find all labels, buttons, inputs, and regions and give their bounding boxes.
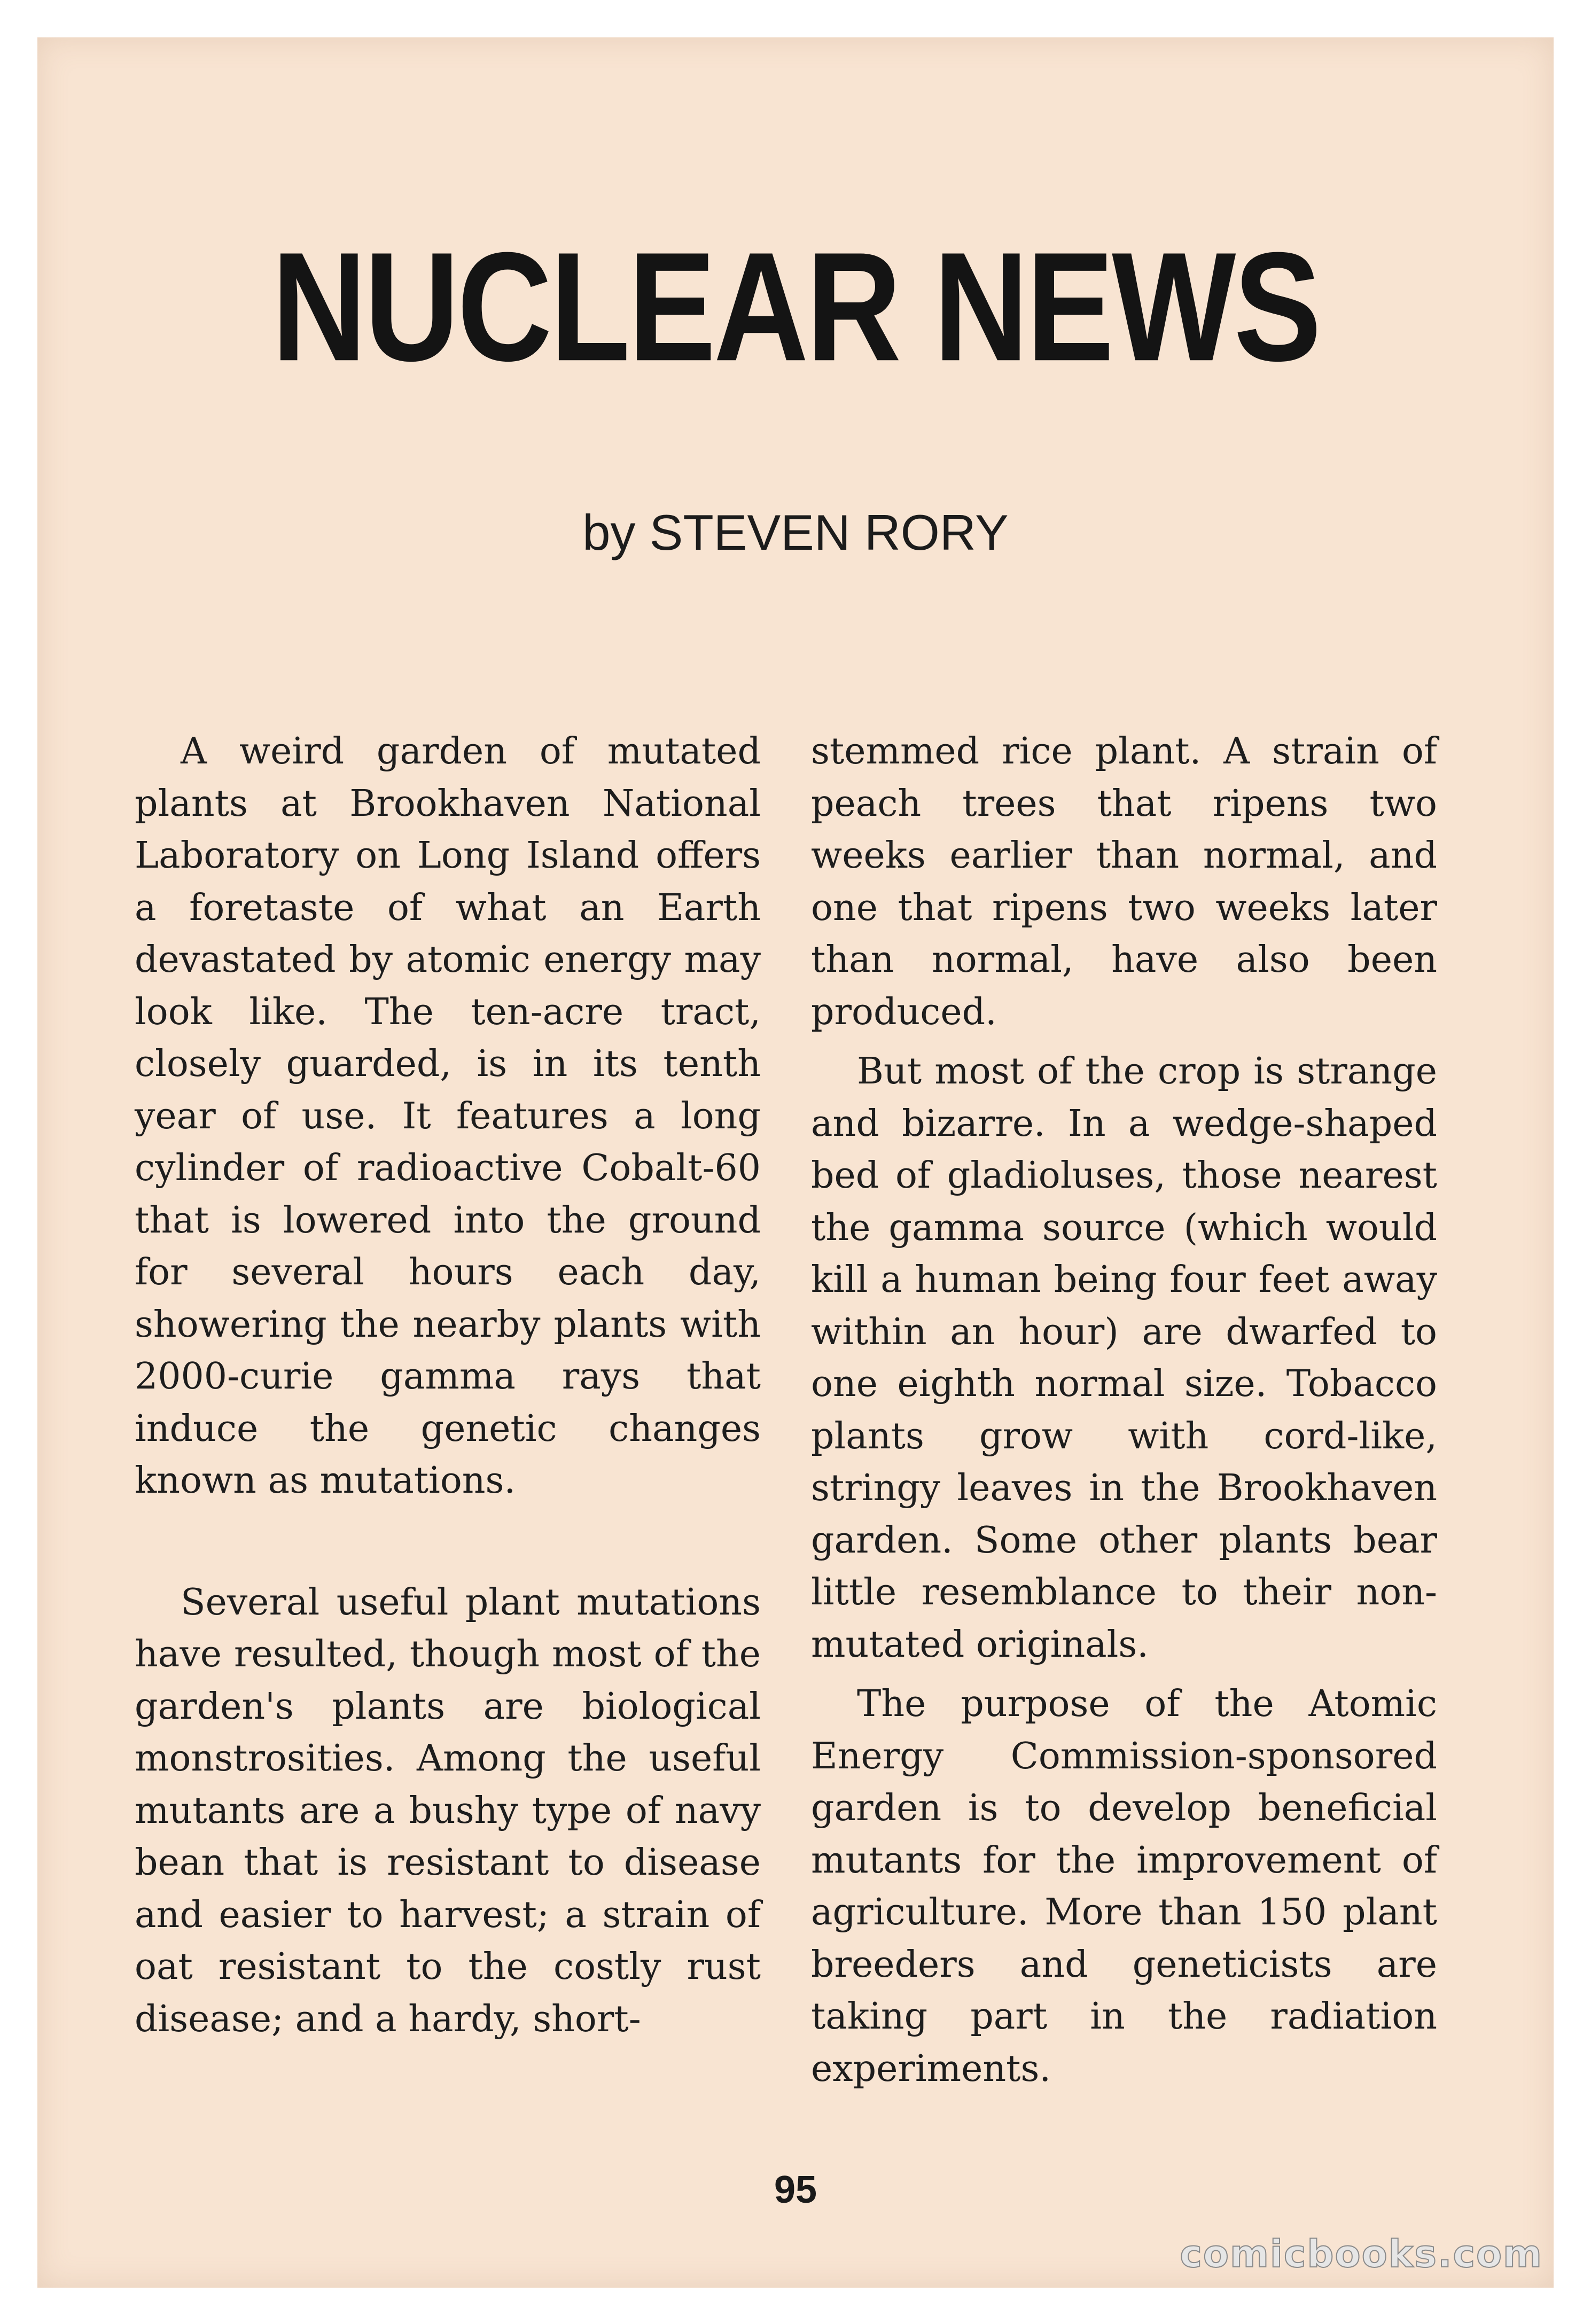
text-column-left [135,726,761,2045]
article-title: NUCLEAR NEWS [271,220,1320,394]
page-number: 95 [774,2169,817,2211]
paragraph-continuation: stemmed rice plant. A strain of peach trees that ripens two weeks earlier than normal, and one that ripens two weeks later than normal, have also been produced. [811,730,1437,1033]
article-byline: by STEVEN RORY [582,504,1009,560]
paragraph: A weird garden of mutated plants at Brookhaven National Laboratory on Long Island offers a foretaste of what an Earth devastated by atomic energy may look like. The ten-acre tract, closely guarded, is in its tenth year of use. It features a long cylinder of radioactive Cobalt-60 that is lowered into the ground for several hours each day, showering the nearby plants with 2000-curie gamma rays that induce the genetic changes known as mutations. [135,730,761,1502]
magazine-page [37,37,1554,2288]
paragraph: Several useful plant mutations have resulted, though most of the garden's plants are biological monstrosities. Among the useful mutants are a bushy type of navy bean that is resistant to disease and easier to harvest; a strain of oat resistant to the costly rust disease; and a hardy, short- [135,1581,761,2040]
paragraph: The purpose of the Atomic Energy Commission-sponsored garden is to develop beneficial mutants for the improvement of agriculture. More than 150 plant breeders and geneticists are taking part in the radiation experiments. [811,1683,1437,2090]
watermark: comicbooks.com [1180,2232,1543,2276]
text-column-right [811,726,1437,2095]
paragraph: But most of the crop is strange and bizarre. In a wedge-shaped bed of gladioluses, those nearest the gamma source (which would kill a human being four feet away within an hour) are dwarfed to one eighth normal size. Tobacco plants grow with cord-like, stringy leaves in the Brookhaven garden. Some other plants bear little resemblance to their non-mutated originals. [811,1050,1437,1666]
